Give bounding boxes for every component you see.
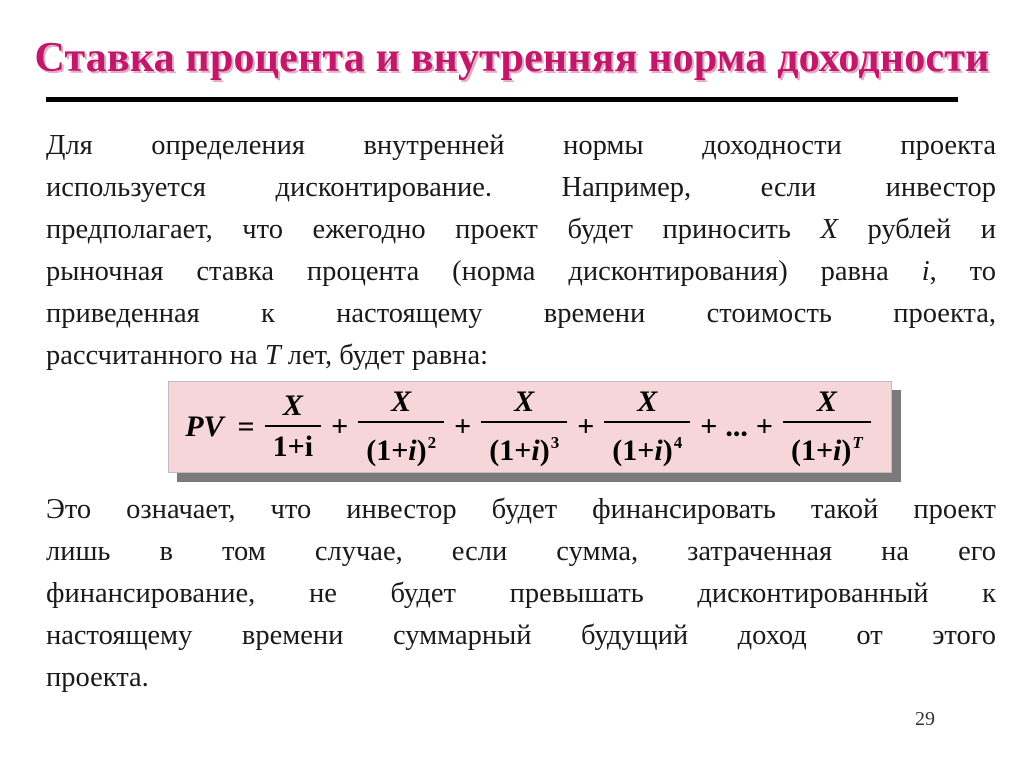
fraction-term-3: $\frac{X}{(1+i)^3}$ (481, 385, 567, 469)
text-line: используется дисконтирование. Например, если инвестор (46, 172, 996, 203)
text-line: лишь в том случае, если сумма, затраченная на его (46, 536, 996, 567)
text-line: рассчитанного на T лет, будет равна: (46, 340, 489, 371)
equals-sign: = (237, 410, 255, 443)
text-line: финансирование, не будет превышать дисконтированный к (46, 578, 996, 609)
fraction-term-2: $\frac{X}{(1+i)^2}$ (358, 385, 444, 469)
formula-box (168, 381, 892, 473)
formula-lhs: PV (185, 410, 224, 443)
pv-formula (169, 382, 891, 472)
text-line: рыночная ставка процента (норма дисконтирования) равна i, то (46, 256, 996, 287)
text-line: настоящему времени суммарный будущий доход от этого (46, 620, 996, 651)
variable-t: T (264, 340, 281, 371)
conclusion-paragraph (46, 489, 996, 699)
text-line: приведенная к настоящему времени стоимость проекта, (46, 298, 996, 329)
plus-sign: + (331, 410, 349, 443)
ellipsis: ... (725, 410, 748, 443)
variable-i: i (921, 256, 930, 287)
text-line: проекта. (46, 662, 149, 693)
variable-x: X (820, 214, 838, 245)
fraction-term-1: $\frac{X}{1+i}$ (265, 389, 321, 465)
plus-sign: + (454, 410, 472, 443)
fraction-term-t: $\frac{X}{(1+i)^T}$ (783, 385, 871, 469)
text-line: Для определения внутренней нормы доходности проекта (46, 130, 996, 161)
text-line: предполагает, что ежегодно проект будет приносить X рублей и (46, 214, 997, 245)
plus-sign: + (577, 410, 595, 443)
fraction-term-4: $\frac{X}{(1+i)^4}$ (604, 385, 690, 469)
plus-sign: + (755, 410, 773, 443)
page-number: 29 (915, 708, 935, 730)
title-divider (46, 97, 958, 102)
intro-paragraph (46, 125, 996, 377)
text-line: Это означает, что инвестор будет финансировать такой проект (46, 494, 996, 525)
slide-title: Ставка процента и внутренняя норма доходности (34, 35, 990, 81)
plus-sign: + (700, 410, 718, 443)
